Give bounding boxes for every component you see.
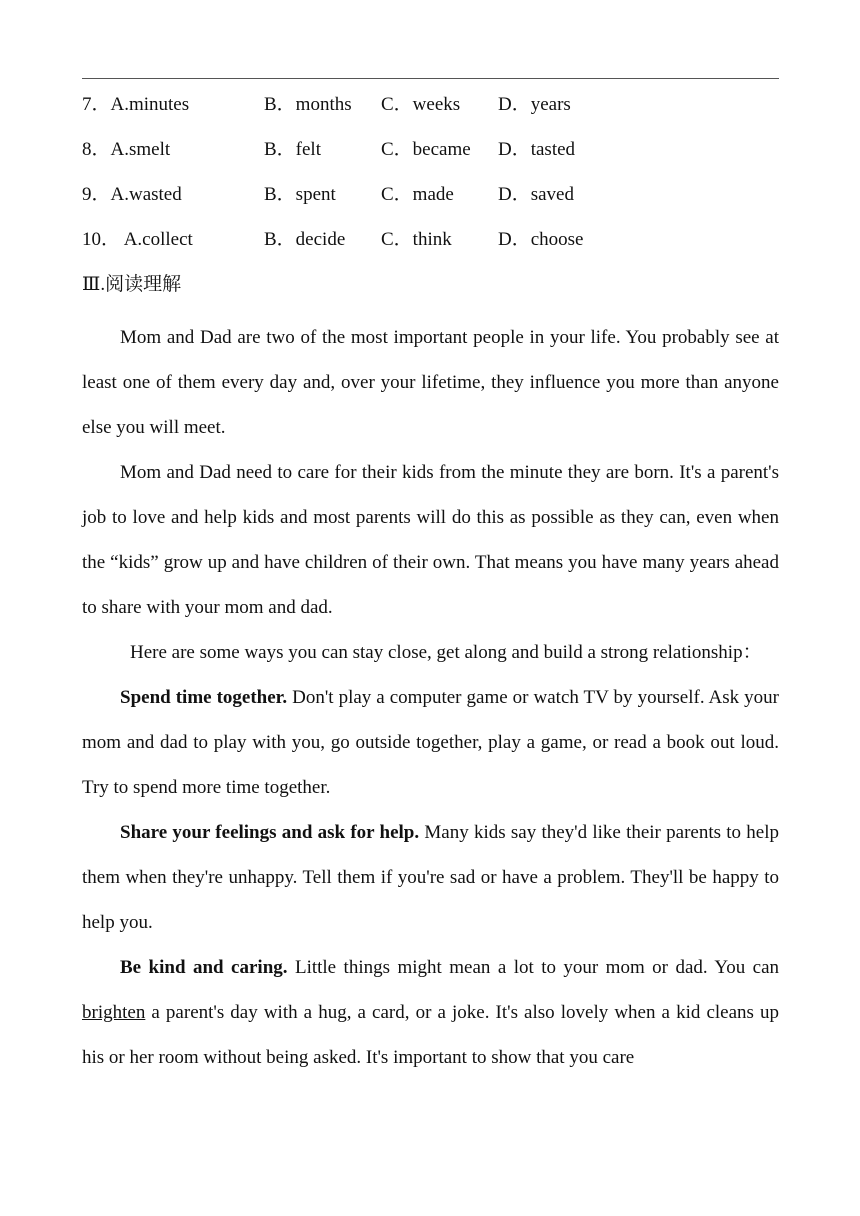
option-b: B．decide (264, 229, 346, 250)
option-b: B．months (264, 94, 352, 115)
paragraph-4-heading: Spend time together. (120, 687, 288, 708)
paragraph-6 (82, 945, 779, 1080)
paragraph-1: Mom and Dad are two of the most important people in your life. You probably see at least one of them every day and, over your lifetime, they influence you more than anyone else you will meet. (82, 327, 779, 438)
option-a: 7．A.minutes (82, 94, 190, 115)
paragraph-5-text: Many kids say they'd like their parents to help them when they're unhappy. Tell them if you're sad or have a problem. They'll be happy to help you. (82, 822, 779, 933)
paragraph-4 (82, 675, 779, 810)
option-d: D．years (498, 94, 571, 115)
option-d: D．tasted (498, 139, 576, 160)
underlined-word: brighten (82, 1002, 146, 1023)
paragraph-6-heading: Be kind and caring. (120, 957, 288, 978)
paragraph-5 (82, 810, 779, 945)
paragraph-6-text-b: a parent's day with a hug, a card, or a joke. It's also lovely when a kid cleans up his or her room without being asked. It's important to show that you care (82, 1002, 779, 1068)
reading-passage (82, 315, 779, 1080)
option-c: C．weeks (381, 94, 461, 115)
header-rule (82, 78, 779, 79)
option-c: C．made (381, 184, 454, 205)
option-c: C．became (381, 139, 471, 160)
option-a: 9．A.wasted (82, 184, 182, 205)
option-c: C．think (381, 229, 452, 250)
paragraph-2: Mom and Dad need to care for their kids from the minute they are born. It's a parent's job to love and help kids and most parents will do this as possible as they can, even when the “kids” grow up and have children of their own. That means you have many years ahead to share with your mom and dad. (82, 462, 779, 618)
option-a: 10． A.collect (82, 229, 193, 250)
paragraph-3: Here are some ways you can stay close, get along and build a strong relationship： (130, 642, 762, 663)
option-b: B．felt (264, 139, 321, 160)
option-d: D．choose (498, 229, 584, 250)
option-a: 8．A.smelt (82, 139, 171, 160)
paragraph-6-text-a: Little things might mean a lot to your mom or dad. You can (287, 957, 779, 978)
paragraph-4-text: Don't play a computer game or watch TV by yourself. Ask your mom and dad to play with you, go outside together, play a game, or read a book out loud. Try to spend more time together. (82, 687, 780, 798)
paragraph-5-heading: Share your feelings and ask for help. (120, 822, 420, 843)
option-d: D．saved (498, 184, 574, 205)
section-title: Ⅲ.阅读理解 (82, 274, 182, 295)
option-b: B．spent (264, 184, 336, 205)
